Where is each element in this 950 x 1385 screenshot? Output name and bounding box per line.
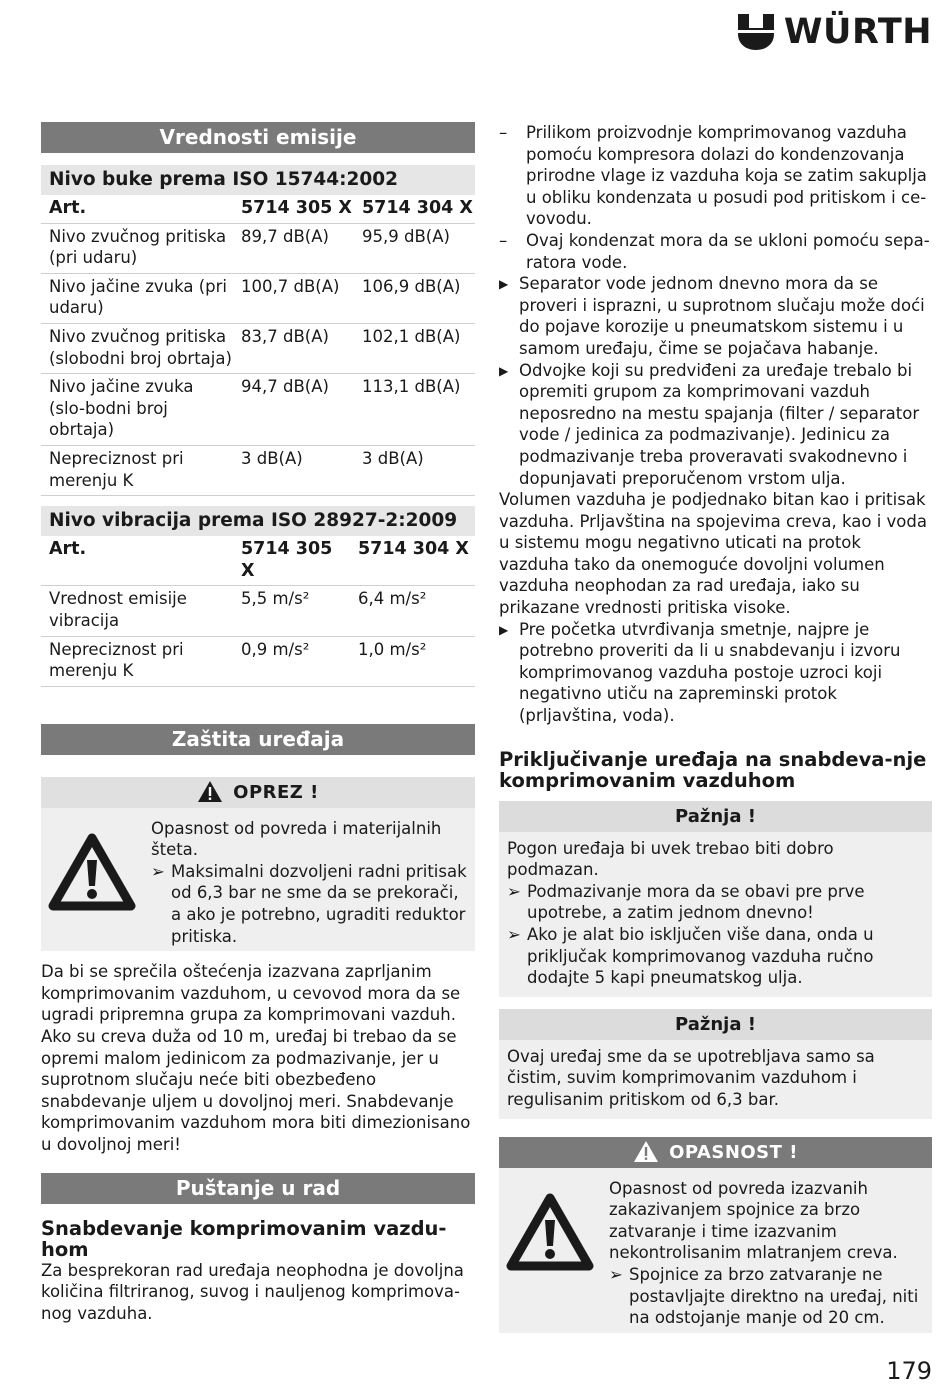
notice-bullet: Ako je alat bio isključen više dana, onda u priključak komprimovanog vazduha ručno dodajte 5 kapi pneumatskog ulja. [527,925,874,988]
cell-value: 94,7 dB(A) [233,374,354,446]
warning-triangle-icon [47,832,137,912]
row-label: Nivo jačine zvuka (slo-bodni broj obrtaja) [41,374,233,446]
noise-table [41,195,475,496]
vibration-heading: Nivo vibracija prema ISO 28927-2:2009 [41,506,475,536]
triangle-bullet-icon: ▶ [499,622,509,637]
notice-body [499,832,932,997]
notice-text: Pogon uređaja bi uvek trebao biti dobro podmazan. [507,838,834,880]
triangle-bullet-icon: ▶ [499,363,509,378]
col-header: Art. [41,195,233,223]
noise-heading: Nivo buke prema ISO 15744:2002 [41,165,475,195]
caution-bullet: Maksimalni dozvoljeni radni pritisak od 6,3 bar ne sme da se prekorači, a ako je potrebno, ugraditi reduktor pritiska. [171,861,467,946]
notice-title: Pažnja ! [499,801,932,832]
warning-triangle-icon [197,780,223,803]
dash-bullet: – [499,123,508,142]
tri-item-text: Odvojke koji su predviđeni za uređaje trebalo bi opremiti grupom za komprimovani vazduh neposredno na mestu spajanja (filter / separator vode / jedinica za podmazivanje). Jedinicu za podmazivanje treba proveravati svakodnevno i dopunjavati preporučenom vrstom ulja. [519,360,920,488]
dash-item-text: Prilikom proizvodnje komprimovanog vazduha pomoću kompresora dolazi do kondenzovanja prirodne vlage iz vazduha koja se zatim sakuplja u obliku kondenzata u posudi pod pritiskom i ce-vovodu. [526,123,927,229]
col-header: 5714 305 X [233,195,354,223]
warning-triangle-icon [505,1192,595,1272]
row-label: Nivo zvučnog pritiska (slobodni broj obrtaja) [41,323,233,373]
danger-box [499,1137,932,1333]
notice-box-2 [499,1009,932,1119]
table-row [41,273,475,323]
tri-item-text: Separator vode jednom dnevno mora da se proveri i isprazni, u suprotnom slučaju može doći do pojave korozije u pneumatskom sistemu i u samom uređaju, čime se pojačava habanje. [519,274,925,358]
cell-value: 3 dB(A) [354,445,475,495]
warning-triangle-icon [633,1140,659,1163]
row-label: Nepreciznost pri merenju K [41,636,233,686]
list-item [507,924,924,989]
danger-title [499,1137,932,1168]
connect-heading: Priključivanje uređaja na snabdeva-nje komprimovanim vazduhom [499,747,927,792]
notice-title: Pažnja ! [499,1009,932,1040]
list-item [151,861,467,947]
cell-value: 113,1 dB(A) [354,374,475,446]
caution-icon-wrap [47,818,151,948]
danger-icon-wrap [505,1178,609,1329]
triangle-bullet-icon: ▶ [499,277,509,292]
vibration-table [41,536,475,687]
page-number: 179 [886,1357,932,1385]
row-label: Nepreciznost pri merenju K [41,445,233,495]
dash-item-text: Ovaj kondenzat mora da se ukloni pomoću sepa-ratora vode. [526,230,930,272]
left-column [41,122,475,1324]
dash-bullet: – [499,230,508,250]
danger-text: Opasnost od povreda izazvanih zakazivanjem spojnice za brzo zatvaranje i time izazvanim nekontrolisanim mlatranjem creva. [609,1178,898,1263]
table-header-row [41,195,475,223]
danger-label: OPASNOST ! [669,1141,798,1163]
caution-body [41,808,475,952]
notice-text: Ovaj uređaj sme da se upotrebljava samo sa čistim, suvim komprimovanim vazduhom i regulisanim pritiskom od 6,3 bar. [507,1046,875,1109]
table-row [41,374,475,446]
row-label: Nivo zvučnog pritiska (pri udaru) [41,223,233,273]
table-row [41,445,475,495]
notice-box-1 [499,801,932,997]
cell-value: 1,0 m/s² [350,636,475,686]
list-item [507,881,924,924]
col-header: 5714 304 X [350,536,475,586]
col-header: 5714 304 X [354,195,475,223]
section-title-protection: Zaštita uređaja [41,724,475,755]
table-header-row [41,536,475,586]
tri-item-text: Pre početka utvrđivanja smetnje, najpre je potrebno proveriti da li u snabdevanju i izvoru komprimovanog vazduha postoje uzroci koji negativno utiču na zapreminski protok (prljavština, voda). [519,619,901,726]
cell-value: 89,7 dB(A) [233,223,354,273]
volume-paragraph: Volumen vazduha je podjednako bitan kao i pritisak vazduha. Prljavština na spojevima creva, kao i voda u sistemu mogu negativno uticati na protok vazduha tako da onemoguće dovoljni volumen vazduha neophodan za rad uređaja, iako su prikazane vrednosti pritiska visoke. [499,490,927,618]
table-row [41,636,475,686]
danger-body [499,1168,932,1333]
table-row [41,323,475,373]
list-item [609,1264,924,1329]
arrow-bullet-icon: ➢ [507,881,521,901]
list-item [499,360,932,490]
cell-value: 0,9 m/s² [233,636,350,686]
cell-value: 100,7 dB(A) [233,273,354,323]
table-row [41,586,475,636]
cell-value: 83,7 dB(A) [233,323,354,373]
cell-value: 3 dB(A) [233,445,354,495]
protection-paragraph: Da bi se sprečila oštećenja izazvana zaprljanim komprimovanim vazduhom, u cevovod mora da se ugradi pripremna grupa za komprimovani vazduh. Ako su creva duža od 10 m, uređaj bi trebao da se opremi malom jedinicom za podmazivanje, jer u suprotnom slučaju neće biti obezbeđeno snabdevanje uljem u dovoljnoj meri. Snabdevanje komprimovanim vazduhom mora biti dimezionisano u dovoljnoj meri! [41,962,471,1154]
caution-box [41,777,475,952]
startup-subheading: Snabdevanje komprimovanim vazdu-hom [41,1216,447,1261]
cell-value: 95,9 dB(A) [354,223,475,273]
wurth-emblem-icon [736,12,776,52]
danger-text-wrap [609,1178,924,1329]
caution-text: Opasnost od povreda i materijalnih šteta. [151,818,442,860]
cell-value: 102,1 dB(A) [354,323,475,373]
cell-value: 5,5 m/s² [233,586,350,636]
notice-bullet: Podmazivanje mora da se obavi pre prve upotrebe, a zatim jednom dnevno! [527,881,865,923]
danger-bullet: Spojnice za brzo zatvaranje ne postavljajte direktno na uređaj, niti na odstojanje manje od 20 cm. [629,1264,919,1328]
caution-label: OPREZ ! [233,781,319,803]
section-title-emission: Vrednosti emisije [41,122,475,153]
arrow-bullet-icon: ➢ [609,1264,623,1284]
right-column [499,122,932,1333]
brand-name: WÜRTH [783,12,932,52]
list-item [499,230,932,273]
arrow-bullet-icon: ➢ [507,925,521,944]
cell-value: 6,4 m/s² [350,586,475,636]
list-item [499,122,932,230]
row-label: Nivo jačine zvuka (pri udaru) [41,273,233,323]
col-header: Art. [41,536,233,586]
list-item [499,273,932,359]
table-row [41,223,475,273]
cell-value: 106,9 dB(A) [354,273,475,323]
startup-paragraph: Za besprekoran rad uređaja neophodna je dovoljna količina filtriranog, suvog i nauljenog komprimova-nog vazduha. [41,1260,464,1323]
section-title-startup: Puštanje u rad [41,1173,475,1204]
caution-title [41,777,475,808]
arrow-bullet-icon: ➢ [151,861,165,881]
list-item [499,619,932,727]
notice-body [499,1040,932,1119]
brand-logo [736,12,932,52]
row-label: Vrednost emisije vibracija [41,586,233,636]
col-header: 5714 305 X [233,536,350,586]
caution-text-wrap [151,818,467,948]
